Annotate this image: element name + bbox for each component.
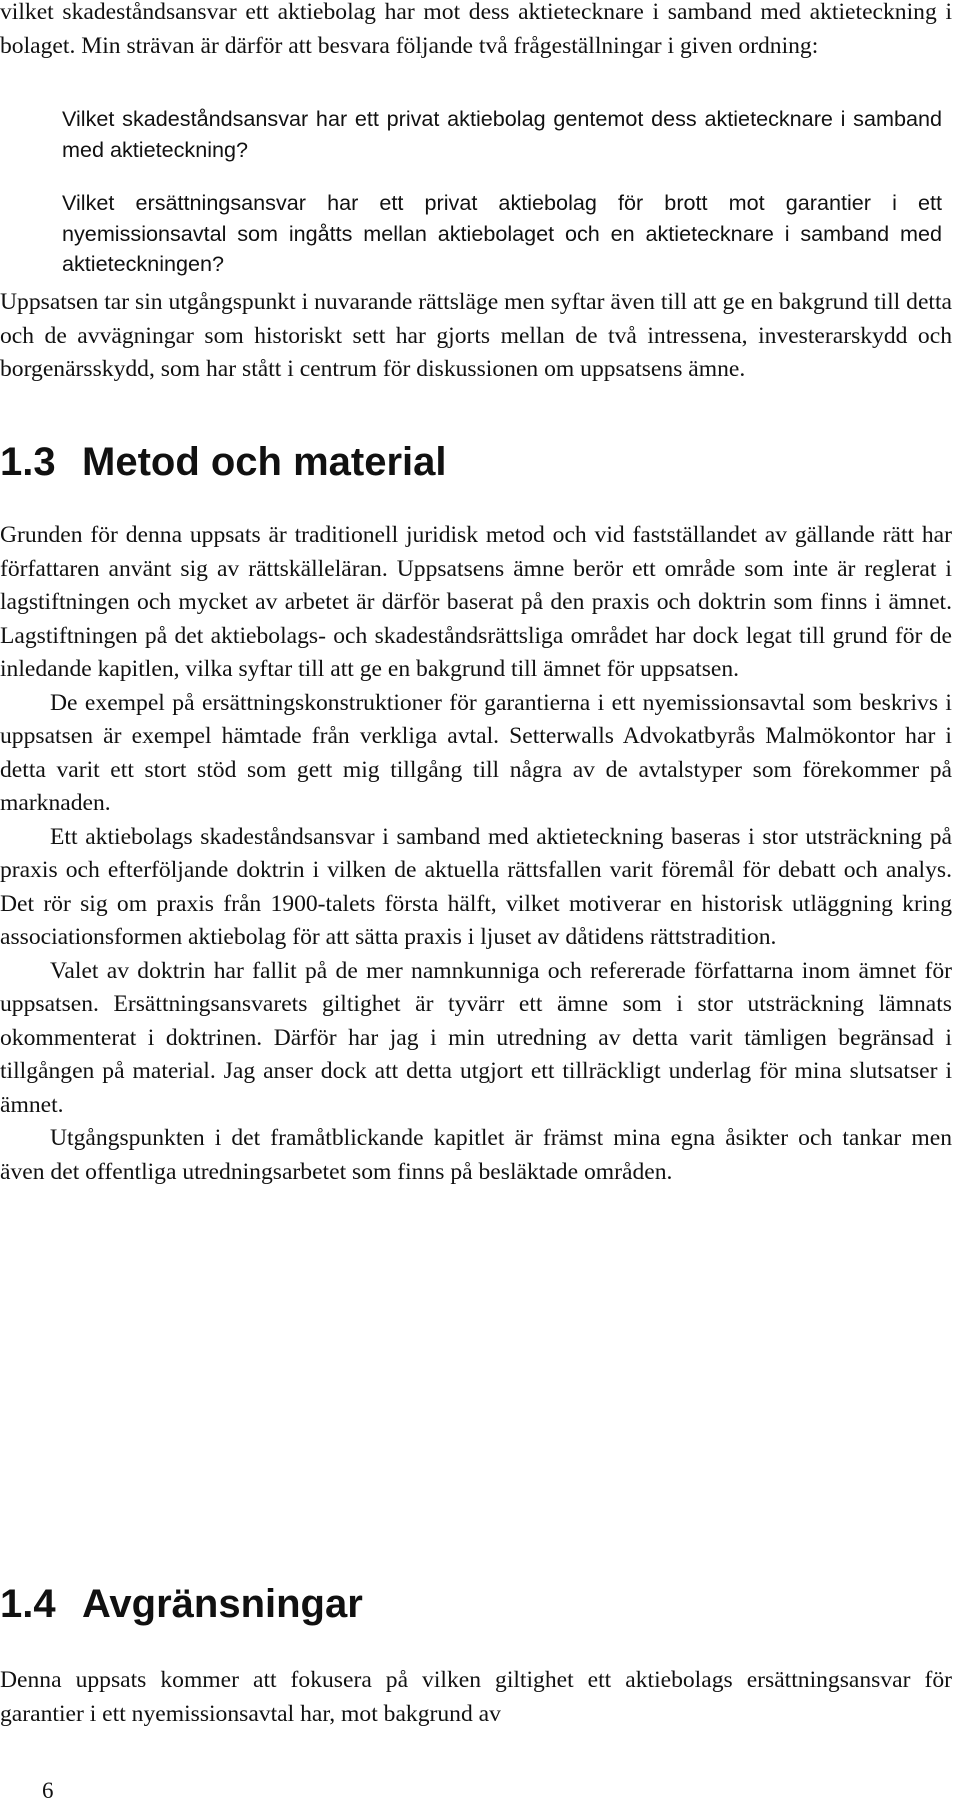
avgransningar-body: [0, 1664, 960, 1731]
section-heading-avgransningar: [0, 1580, 363, 1628]
metod-paragraph-3: Ett aktiebolags skadeståndsansvar i samband med aktieteckning baseras i stor utsträckning på praxis och efterföljande doktrin i vilken de aktuella rättsfallen varit föremål för debatt och analys. Det rör sig om praxis från 1900-talets första hälft, vilket motiverar en historisk utläggning kring associationsformen aktiebolag för att sätta praxis i ljuset av dåtidens rättstradition.: [0, 823, 952, 950]
metod-paragraph-1: Grunden för denna uppsats är traditionell juridisk metod och vid fastställandet av gällande rätt har författaren använt sig av rättskälleläran. Uppsatsens ämne berör ett område som inte är reglerat i lagstiftningen och mycket av arbetet är därför baserat på den praxis och doktrin som finns i ämnet. Lagstiftningen på det aktiebolags- och skadeståndsrättsliga området har dock legat till grund för de inledande kapitlen, vilka syftar till att ge en bakgrund till ämnet för uppsatsen.: [0, 522, 952, 682]
metod-paragraph-5: Utgångspunkten i det framåtblickande kapitlet är främst mina egna åsikter och tankar men även det offentliga utredningsarbetet som finns på besläktade områden.: [0, 1125, 952, 1185]
page-number: 6: [42, 1778, 54, 1803]
section-title: Metod och material: [82, 440, 447, 484]
intro-paragraph: vilket skadeståndsansvar ett aktiebolag har mot dess aktietecknare i samband med aktieteckning i bolaget. Min strävan är därför att besvara följande två frågeställningar i given ordning:: [0, 0, 952, 59]
section-heading-metod: [0, 438, 447, 486]
research-question-2: Vilket ersättningsansvar har ett privat aktiebolag för brott mot garantier i ett nyemissionsavtal som ingåtts mellan aktiebolaget och en aktietecknare i samband med aktieteckningen?: [62, 190, 942, 276]
section-number: 1.3: [0, 440, 56, 484]
section-title: Avgränsningar: [82, 1582, 363, 1626]
purpose-paragraph-block: [0, 286, 960, 387]
metod-paragraph-4: Valet av doktrin har fallit på de mer namnkunniga och refererade författarna inom ämnet för uppsatsen. Ersättningsansvarets giltighet är tyvärr ett ämne som i stor utsträckning lämnats okommenterat i doktrinen. Därför har jag i min utredning av detta varit tämligen begränsad i tillgången på material. Jag anser dock att detta utgjort ett tillräckligt underlag för mina slutsatser i ämnet.: [0, 957, 952, 1118]
research-question-1: Vilket skadeståndsansvar har ett privat aktiebolag gentemot dess aktietecknare i samband med aktieteckning?: [62, 106, 942, 162]
metod-body: [0, 519, 960, 1189]
intro-paragraph-block: [0, 0, 960, 63]
section-number: 1.4: [0, 1582, 56, 1626]
metod-paragraph-2: De exempel på ersättningskonstruktioner för garantierna i ett nyemissionsavtal som beskrivs i uppsatsen är exempel hämtade från verkliga avtal. Setterwalls Advokatbyrås Malmökontor har i detta varit ett stort stöd som gett mig tillgång till några av de avtalstyper som förekommer på marknaden.: [0, 689, 952, 816]
avgransningar-paragraph: Denna uppsats kommer att fokusera på vilken giltighet ett aktiebolags ersättningsansvar för garantier i ett nyemissionsavtal har, mot bakgrund av: [0, 1667, 952, 1727]
purpose-paragraph: Uppsatsen tar sin utgångspunkt i nuvarande rättsläge men syftar även till att ge en bakgrund till detta och de avvägningar som historiskt sett har gjorts mellan de två intressena, investerarskydd och borgenärsskydd, som har stått i centrum för diskussionen om uppsatsens ämne.: [0, 289, 952, 382]
